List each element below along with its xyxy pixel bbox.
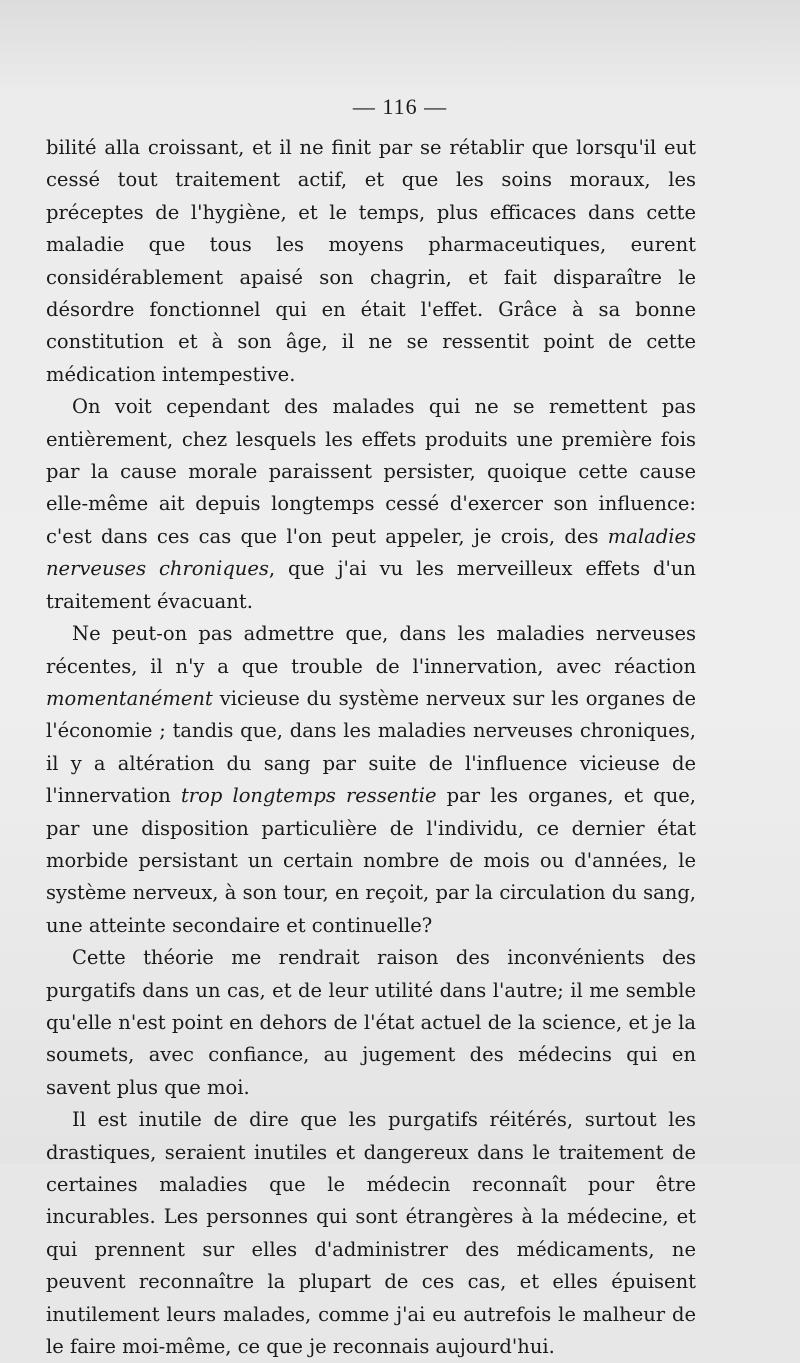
paragraph <box>46 618 696 942</box>
text-run: Il est inutile de dire que les purgatifs réitérés, surtout les drastiques, seraient inutiles et dangereux dans le traitement de certaines maladies que le médecin reconnaît pour être incurables. Les personnes qui sont étrangères à la médecine, et qui prennent sur elles d'administrer des médicaments, ne peuvent reconnaître la plupart de ces cas, et elles épuisent inutilement leurs malades, comme j'ai eu autrefois le malheur de le faire moi-même, ce que je reconnais aujourd'hui. <box>46 1108 696 1359</box>
page-number: — 116 — <box>352 94 448 119</box>
paragraph <box>46 132 696 391</box>
text-run: On voit cependant des malades qui ne se remettent pas entièrement, chez lesquels les effets produits une première fois par la cause morale paraissent persister, quoique cette cause elle-même ait depuis longtemps cessé d'exercer son influence: c'est dans ces cas que l'on peut appeler, je crois, des <box>46 395 696 548</box>
text-run: Cette théorie me rendrait raison des inconvénients des purgatifs dans un cas, et de leur utilité dans l'autre; il me semble qu'elle n'est point en dehors de l'état actuel de la science, et je la soumets, avec confiance, au jugement des médecins qui en savent plus que moi. <box>46 946 696 1099</box>
paragraph <box>46 391 696 618</box>
text-run: Ne peut-on pas admettre que, dans les maladies nerveuses récentes, il n'y a que trouble de l'innervation, avec réaction <box>46 622 696 678</box>
text-body <box>46 132 696 1363</box>
text-run: bilité alla croissant, et il ne finit par se rétablir que lorsqu'il eut cessé tout traitement actif, et que les soins moraux, les préceptes de l'hygiène, et le temps, plus efficaces dans cette maladie que tous les moyens pharmaceutiques, eurent considérablement apaisé son chagrin, et fait disparaître le désordre fonctionnel qui en était l'effet. Grâce à sa bonne constitution et à son âge, il ne se ressentit point de cette médication intempestive. <box>46 136 696 386</box>
text-run: vicieuse du système nerveux sur les organes de l'économie ; tandis que, dans les maladies nerveuses chroniques, il y a altération du sang par suite de l'influence vicieuse de l'innervation <box>46 686 696 808</box>
italic-text: momentanément <box>46 686 213 710</box>
italic-text: trop longtemps ressentie <box>180 784 437 808</box>
paragraph <box>46 1104 696 1363</box>
text-run: par les organes, et que, par une disposition particulière de l'individu, ce dernier état morbide persistant un certain nombre de mois ou d'années, le système nerveux, à son tour, en reçoit, par la circulation du sang, une atteinte secondaire et continuelle? <box>46 784 696 937</box>
text-run: , que j'ai vu les merveilleux effets d'un traitement évacuant. <box>46 557 696 613</box>
paragraph <box>46 942 696 1104</box>
italic-text: maladies nerveuses chroniques <box>46 524 696 581</box>
